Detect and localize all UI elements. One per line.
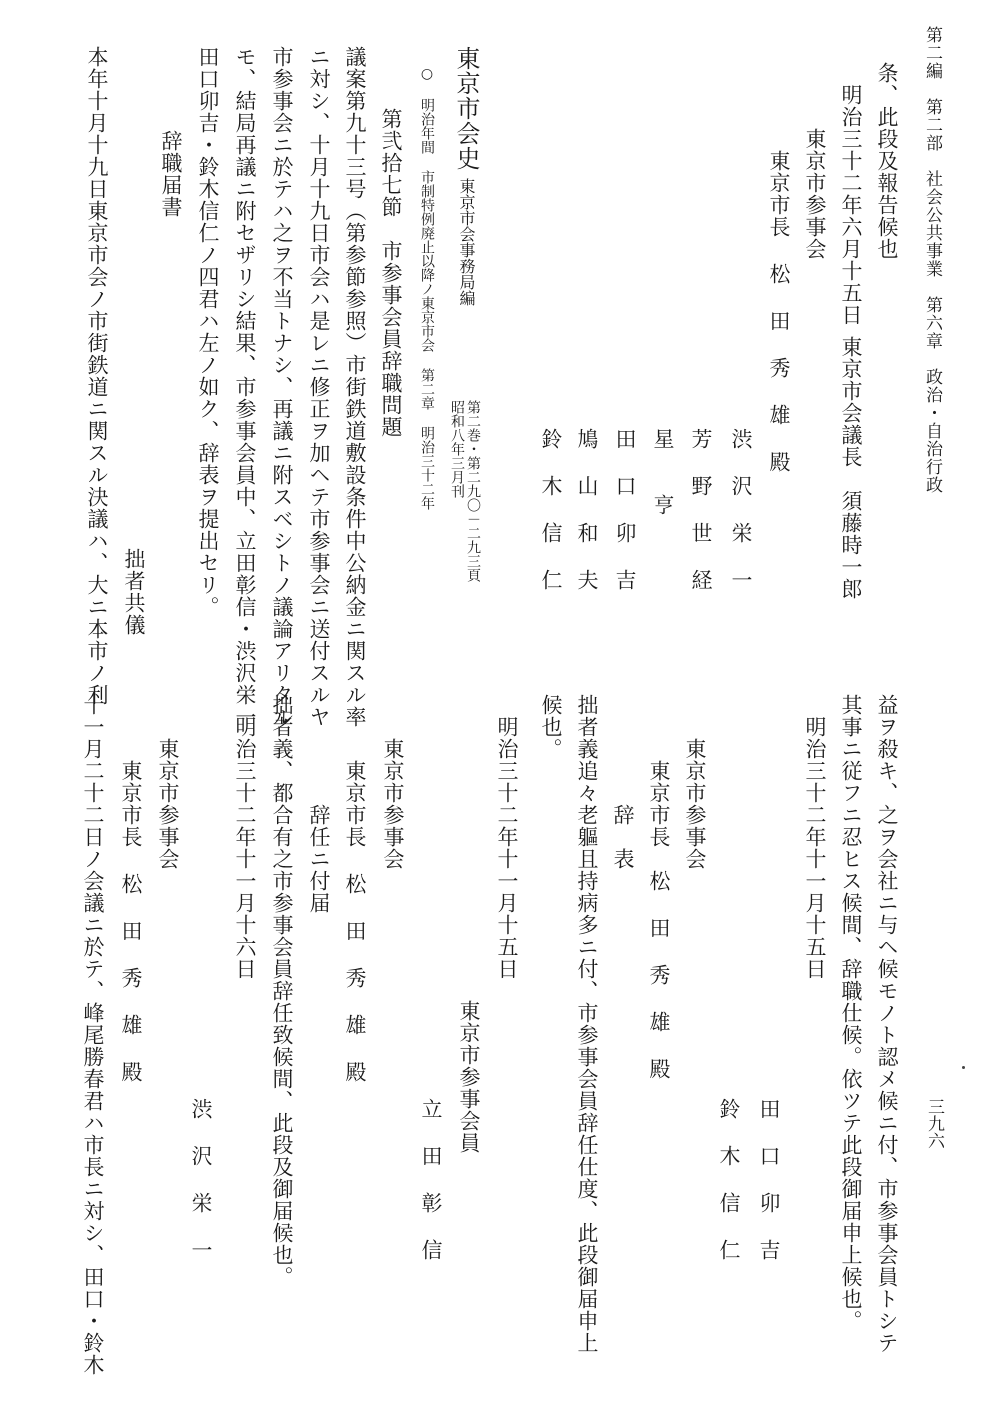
signer: 渋 沢 栄 一 <box>189 1098 213 1261</box>
source-title: 東京市会史 <box>452 46 480 171</box>
signer: 田 口 卯 吉 <box>757 1098 781 1261</box>
body-line: モ、結局再議ニ附セザリシ結果、市参事会員中、立田彰信・渋沢栄一 <box>233 46 257 728</box>
signer: 立 田 彰 信 <box>419 1098 443 1261</box>
signer: 鈴 木 信 仁 <box>539 428 563 591</box>
body-line: 田口卯吉・鈴木信仁ノ四君ハ左ノ如ク、辞表ヲ提出セリ。 <box>196 46 220 618</box>
letter-date: 明治三十二年六月十五日 <box>839 84 863 326</box>
resignation-signoff: 拙者共儀 <box>122 548 146 636</box>
running-head: 第二編 第二部 社会公共事業 第六章 政治・自治行政 <box>922 26 942 494</box>
source-volume: 第二巻・第二九〇－二九三頁 <box>465 400 481 582</box>
letter-sender: 東京市参事会員 <box>457 1000 481 1154</box>
signer: 芳 野 世 経 <box>689 428 713 591</box>
source-date: 昭和八年三月刊 <box>449 400 465 498</box>
letter-sender: 東京市会議長 須藤時一郎 <box>839 336 863 600</box>
resignation-title: 辞 表 <box>611 804 635 870</box>
letter-recipient-mayor: 東京市長 松 田 秀 雄 殿 <box>767 150 791 473</box>
letter-recipient-mayor: 東京市長 松 田 秀 雄 殿 <box>119 760 143 1083</box>
body-line: 拙者義追々老軀且持病多ニ付、市参事会員辞任仕度、此段御届申上 <box>575 694 599 1354</box>
letter-date: 明治三十二年十一月十五日 <box>495 716 519 980</box>
body-line: 拙者義、都合有之市参事会員辞任致候間、此段及御届候也。 <box>270 694 294 1288</box>
ink-speck <box>962 1066 965 1069</box>
body-line: 議案第九十三号（第参節参照）市街鉄道敷設条件中公納金ニ関スル率 <box>343 46 367 728</box>
signer: 鳩 山 和 夫 <box>575 428 599 591</box>
signer: 星 亨 <box>651 428 675 516</box>
letter-line: 条、此段及報告候也 <box>875 62 899 260</box>
letter-date: 明治三十二年十一月十六日 <box>233 716 257 980</box>
page-number: 三九六 <box>924 1098 944 1149</box>
letter-recipient: 東京市参事会 <box>381 738 405 870</box>
body-line: 市参事会ニ於テハ之ヲ不当トナシ、再議ニ附スベシトノ議論アリタル <box>270 46 294 728</box>
body-line: 十一月二十二日ノ会議ニ於テ、峰尾勝春君ハ市長ニ対シ、田口・鈴木 <box>81 694 105 1376</box>
body-line: 候也。 <box>539 694 563 760</box>
source-editor: 東京市会事務局編 <box>457 178 476 306</box>
resignation-title: 辞任ニ付届 <box>307 804 331 914</box>
resignation-title: 辞職届書 <box>159 130 183 218</box>
source-subtitle: ○ 明治年間 市制特例廃止以降ノ東京市会 第二章 明治三十二年 <box>419 66 435 510</box>
letter-recipient: 東京市参事会 <box>156 738 180 870</box>
letter-recipient: 東京市参事会 <box>803 128 827 260</box>
letter-recipient-mayor: 東京市長 松 田 秀 雄 殿 <box>647 760 671 1080</box>
body-line: 其事ニ従フニ忍ヒス候間、辞職仕候。依ツテ此段御届申上候也。 <box>839 694 863 1332</box>
body-line: ニ対シ、十月十九日市会ハ是レニ修正ヲ加ヘテ市参事会ニ送付スルヤ <box>307 46 331 728</box>
section-heading: 第弐拾七節 市参事会員辞職問題 <box>379 108 403 438</box>
signer: 田 口 卯 吉 <box>613 428 637 591</box>
letter-recipient: 東京市参事会 <box>683 738 707 870</box>
signer: 渋 沢 栄 一 <box>729 428 753 591</box>
letter-date: 明治三十二年十一月十五日 <box>803 716 827 980</box>
letter-recipient-mayor: 東京市長 松 田 秀 雄 殿 <box>343 760 367 1083</box>
body-line: 本年十月十九日東京市会ノ市街鉄道ニ関スル決議ハ、大ニ本市ノ利 <box>85 46 109 706</box>
body-line: 益ヲ殺キ、之ヲ会社ニ与ヘ候モノト認メ候ニ付、市参事会員トシテ <box>875 694 899 1354</box>
signer: 鈴 木 信 仁 <box>717 1098 741 1261</box>
